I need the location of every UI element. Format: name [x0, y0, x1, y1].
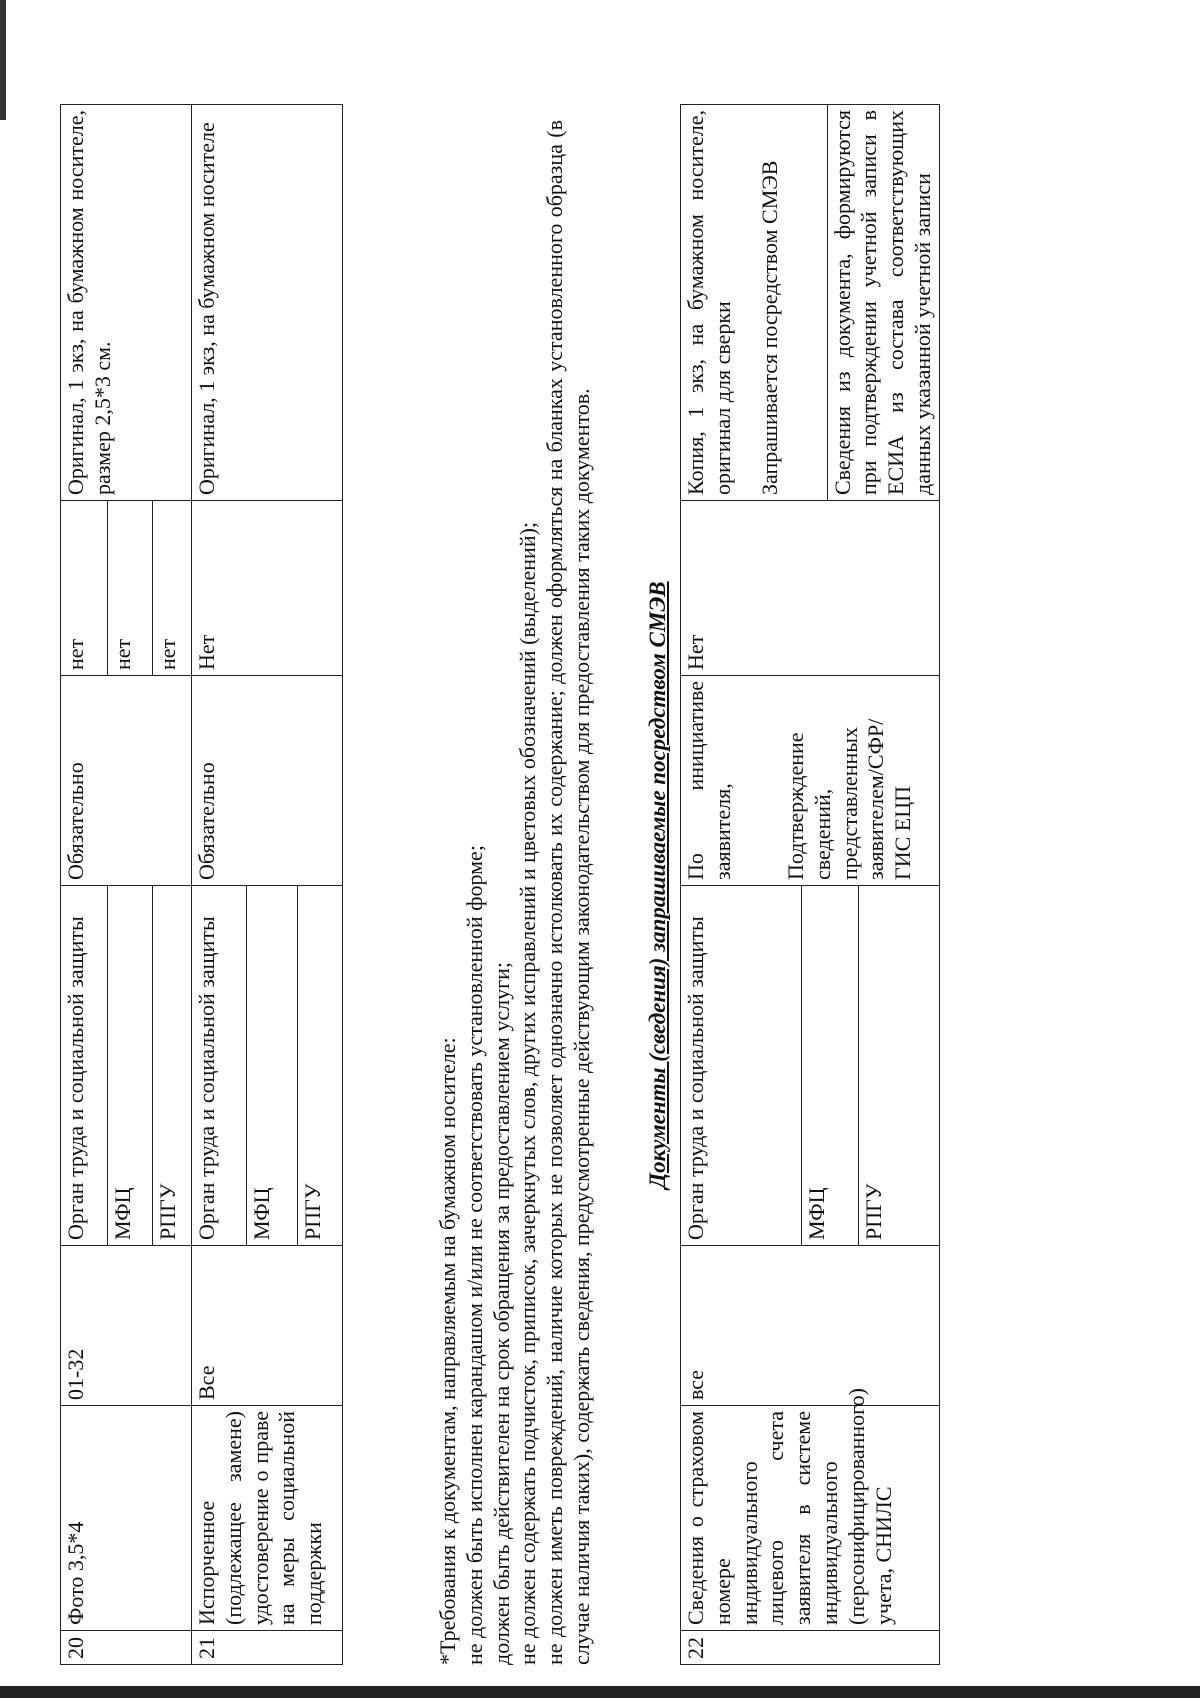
organ-name: Орган труда и социальной защиты [683, 916, 708, 1240]
condition-value: нет [152, 501, 191, 675]
organ-name: РПГУ [858, 886, 923, 1245]
condition-cell [61, 501, 192, 676]
section-title: Документы (сведения) запрашиваемые посредством СМЭВ [645, 581, 670, 1189]
table-row [192, 105, 343, 1665]
organ-name: МФЦ [107, 886, 152, 1245]
organ-cell [61, 886, 192, 1246]
requirement-line: должен быть действителен на срок обращения за предоставлением услуги; [488, 961, 514, 1665]
requirement-confirmation: Подтверждение сведений, представленных заявителем/СФР/ГИС ЕЦП [783, 718, 916, 880]
requirement: Обязательно [61, 676, 192, 886]
organ-cell [192, 886, 343, 1246]
requirement-initiative: По инициативе заявителя, [683, 681, 735, 880]
organ-cell [681, 886, 940, 1246]
requirement: Обязательно [192, 676, 343, 886]
row-number: 20 [61, 1631, 192, 1665]
applicant-category: Все [192, 1246, 343, 1406]
table-row [681, 105, 940, 1665]
row-number: 22 [681, 1631, 940, 1665]
document-name: Испорченное (подлежащее замене) удостоверение о праве на меры социальной поддержки [192, 1406, 343, 1631]
organ-name: РПГУ [152, 886, 191, 1245]
condition-value: нет [107, 501, 152, 675]
requirements-header: *Требования к документам, направляемым на бумажном носителе: [435, 1037, 460, 1665]
organ-name: МФЦ [801, 886, 858, 1245]
organ-name: МФЦ [246, 886, 297, 1245]
applicant-category: 01-32 [61, 1246, 192, 1406]
scan-left-edge [0, 0, 6, 120]
requirement-line: не должен быть исполнен карандашом и/или не соответствовать установленной форме; [461, 845, 487, 1665]
applicant-category: все [681, 1246, 940, 1406]
form-smev-request: Запрашивается посредством СМЭВ [756, 160, 782, 495]
document-name: Сведения о страховом номере индивидуального лицевого счета заявителя в системе индивидуального (персонифицированного) учета, СНИЛС [681, 1406, 940, 1631]
organ-name: Орган труда и социальной защиты [63, 916, 88, 1240]
table-row [61, 105, 192, 1665]
form-paper-copy: Копия, 1 экз, на бумажном носителе, оригинал для сверки [683, 110, 735, 495]
requirement-line: не должен содержать подчисток, приписок, зачеркнутых слов, других исправлений и цветовых обозначений (выделений); [515, 521, 541, 1665]
document-form: Оригинал, 1 экз, на бумажном носителе [192, 105, 343, 501]
condition-value: Нет [681, 501, 940, 676]
condition-value: нет [63, 638, 88, 670]
organ-name: РПГУ [297, 886, 342, 1245]
rotated-page [60, 105, 1100, 1665]
document-name: Фото 3,5*4 [61, 1406, 192, 1631]
form-esia-data: Сведения из документа, формируются при подтверждении учетной записи в ЕСИА из состава соответствующих данных указанной учетной записи [827, 105, 939, 500]
documents-table [60, 104, 343, 1665]
condition-value: Нет [192, 501, 343, 676]
requirement-line: не должен иметь повреждений, наличие которых не позволяет однозначно истолковать их содержание; должен оформляться на бланках установленного образца (в случае наличия таких), содержать сведения, предусмотренные действующим законодательством для предоставления таких документов. [542, 120, 595, 1665]
smev-documents-table [680, 104, 940, 1665]
requirement-cell [681, 676, 940, 886]
document-form: Оригинал, 1 экз, на бумажном носителе, размер 2,5*3 см. [61, 105, 192, 501]
form-cell [681, 105, 940, 501]
document-requirements [435, 120, 596, 1665]
scan-bottom-edge [0, 1686, 1200, 1698]
row-number: 21 [192, 1631, 343, 1665]
organ-name: Орган труда и социальной защиты [194, 916, 219, 1240]
